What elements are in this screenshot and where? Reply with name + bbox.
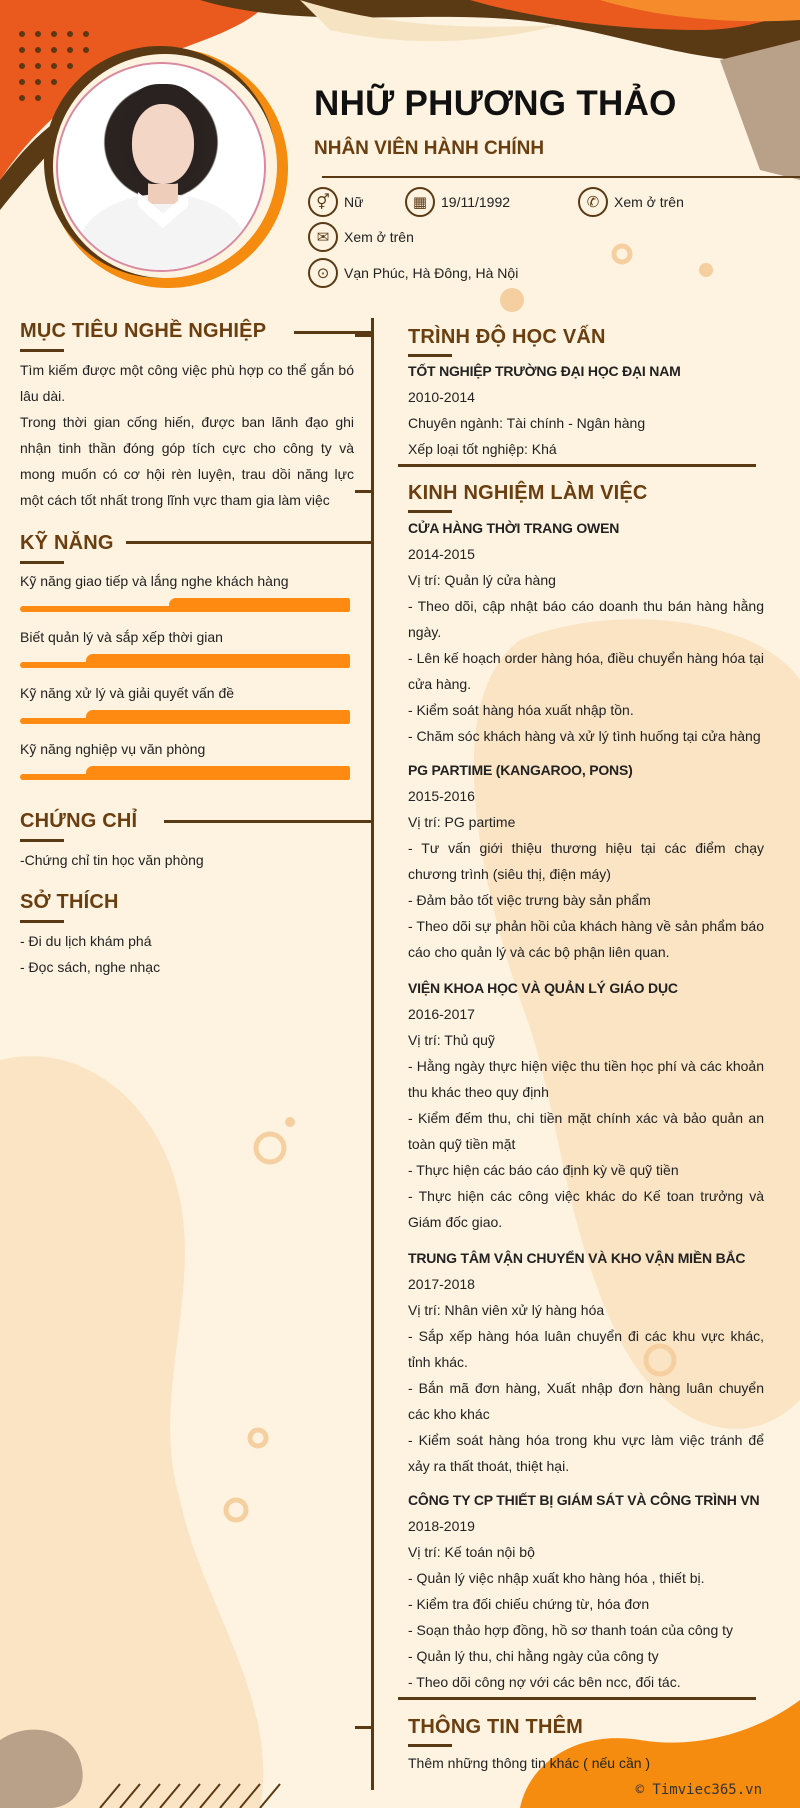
- skill-label: Biết quản lý và sắp xếp thời gian: [20, 629, 223, 645]
- hobby-item: - Đọc sách, nghe nhạc: [20, 959, 161, 975]
- candidate-name: NHỮ PHƯƠNG THẢO: [314, 84, 677, 123]
- heading-underline: [20, 839, 64, 842]
- education-grade: Xếp loại tốt nghiệp: Khá: [408, 441, 557, 457]
- job-duty: - Soạn thảo hợp đồng, hồ sơ thanh toán của công ty: [408, 1622, 734, 1638]
- job-company: CÔNG TY CP THIẾT BỊ GIÁM SÁT VÀ CÔNG TRÌNH VN: [408, 1492, 760, 1508]
- avatar: [56, 62, 266, 272]
- job-duty: - Kiểm soát hàng hóa xuất nhập tồn.: [408, 702, 634, 718]
- job-duty: - Kiểm soát hàng hóa trong khu vực làm việc tránh để xảy ra thất thoát, thiệt hại.: [408, 1432, 764, 1474]
- certificate-item: -Chứng chỉ tin học văn phòng: [20, 852, 204, 868]
- job-duty: - Kiểm đếm thu, chi tiền mặt chính xác và bảo quản an toàn quỹ tiền mặt: [408, 1110, 764, 1152]
- job-entry: [408, 975, 764, 1235]
- column-divider: [371, 318, 374, 1790]
- job-duty: - Sắp xếp hàng hóa luân chuyển đi các khu vực khác, tỉnh khác.: [408, 1328, 764, 1370]
- job-entry: [408, 1245, 764, 1479]
- skill-label: Kỹ năng nghiệp vụ văn phòng: [20, 741, 206, 757]
- skill-bar: [20, 654, 350, 668]
- school-name: TỐT NGHIỆP TRƯỜNG ĐẠI HỌC ĐẠI NAM: [408, 363, 681, 379]
- job-years: 2015-2016: [408, 788, 475, 804]
- experience-heading: KINH NGHIỆM LÀM VIỆC: [408, 482, 648, 504]
- education-major: Chuyên ngành: Tài chính - Ngân hàng: [408, 415, 646, 431]
- job-company: VIỆN KHOA HỌC VÀ QUẢN LÝ GIÁO DỤC: [408, 980, 678, 996]
- education-heading: TRÌNH ĐỘ HỌC VẤN: [408, 326, 606, 348]
- job-years: 2018-2019: [408, 1518, 475, 1534]
- hobby-item: - Đi du lịch khám phá: [20, 933, 152, 949]
- section-divider: [398, 464, 756, 467]
- job-duty: - Thực hiện các báo cáo định kỳ về quỹ tiền: [408, 1162, 679, 1178]
- objective-text-1: Tìm kiếm được một công việc phù hợp co thể gắn bó lâu dài.: [20, 362, 354, 404]
- job-years: 2014-2015: [408, 546, 475, 562]
- header-divider: [322, 176, 800, 178]
- phone-value: Xem ở trên: [614, 194, 684, 210]
- skill-label: Kỹ năng xử lý và giải quyết vấn đề: [20, 685, 235, 701]
- birthday-value: 19/11/1992: [441, 194, 511, 210]
- section-divider: [398, 1697, 756, 1700]
- job-duty: - Hằng ngày thực hiện việc thu tiền học phí và các khoản thu khác theo quy định: [408, 1058, 764, 1100]
- job-position: Vị trí: Quản lý cửa hàng: [408, 572, 556, 588]
- job-entry: [408, 1487, 764, 1695]
- job-duty: - Bắn mã đơn hàng, Xuất nhập đơn hàng luân chuyển các kho khác: [408, 1380, 764, 1422]
- watermark: © Timviec365.vn: [635, 1782, 762, 1798]
- job-duty: - Theo dõi sự phản hồi của khách hàng về sản phẩm báo cáo cho quản lý và các bộ phận liên quan.: [408, 918, 764, 960]
- mail-icon: ✉: [308, 222, 338, 252]
- heading-underline: [20, 561, 64, 564]
- certificates-heading: CHỨNG CHỈ: [20, 810, 138, 832]
- job-duty: - Tư vấn giới thiệu thương hiệu tại các điểm chạy chương trình (siêu thị, điện máy): [408, 840, 764, 882]
- job-duty: - Quản lý việc nhập xuất kho hàng hóa , thiết bị.: [408, 1570, 705, 1586]
- objective-heading: MỤC TIÊU NGHỀ NGHIỆP: [20, 320, 267, 342]
- job-duty: - Chăm sóc khách hàng và xử lý tình huống tại cửa hàng: [408, 728, 761, 744]
- more-info-heading: THÔNG TIN THÊM: [408, 1716, 584, 1738]
- job-duty: - Theo dõi công nợ với các bên ncc, đối tác.: [408, 1674, 681, 1690]
- education-years: 2010-2014: [408, 389, 475, 405]
- email-value: Xem ở trên: [344, 229, 414, 245]
- timeline-tick: [355, 490, 372, 493]
- heading-underline: [20, 920, 64, 923]
- email-info: [308, 222, 414, 252]
- phone-icon: ✆: [578, 187, 608, 217]
- skill-bar: [20, 766, 350, 780]
- job-duty: - Quản lý thu, chi hằng ngày của công ty: [408, 1648, 659, 1664]
- job-position: Vị trí: Thủ quỹ: [408, 1032, 495, 1048]
- address-value: Vạn Phúc, Hà Đông, Hà Nội: [344, 265, 519, 281]
- heading-underline: [408, 1744, 452, 1747]
- hobbies-heading: SỞ THÍCH: [20, 891, 119, 913]
- job-years: 2016-2017: [408, 1006, 475, 1022]
- skills-heading: KỸ NĂNG: [20, 532, 114, 554]
- job-years: 2017-2018: [408, 1276, 475, 1292]
- job-position: Vị trí: PG partime: [408, 814, 516, 830]
- birthday-info: [405, 187, 510, 217]
- education-entry: [408, 358, 764, 462]
- job-company: CỬA HÀNG THỜI TRANG OWEN: [408, 520, 620, 536]
- job-entry: [408, 757, 764, 965]
- job-position: Vị trí: Nhân viên xử lý hàng hóa: [408, 1302, 605, 1318]
- gender-icon: ⚥: [308, 187, 338, 217]
- timeline-tick: [355, 334, 372, 337]
- profile-photo: [46, 50, 286, 290]
- job-duty: - Đảm bảo tốt việc trưng bày sản phẩm: [408, 892, 651, 908]
- job-entry: [408, 515, 764, 749]
- skill-bar: [20, 710, 350, 724]
- job-title: NHÂN VIÊN HÀNH CHÍNH: [314, 138, 545, 159]
- job-duty: - Lên kế hoạch order hàng hóa, điều chuyển hàng hóa tại cửa hàng.: [408, 650, 764, 692]
- heading-underline: [408, 510, 452, 513]
- location-icon: ⊙: [308, 258, 338, 288]
- gender-info: [308, 187, 363, 217]
- more-info-text: Thêm những thông tin khác ( nếu cần ): [408, 1755, 651, 1771]
- skill-bar: [20, 598, 350, 612]
- job-company: TRUNG TÂM VẬN CHUYỂN VÀ KHO VẬN MIỀN BẮC: [408, 1250, 746, 1266]
- job-duty: - Kiểm tra đối chiếu chứng từ, hóa đơn: [408, 1596, 650, 1612]
- address-info: [308, 258, 518, 288]
- job-company: PG PARTIME (KANGAROO, PONS): [408, 762, 633, 778]
- heading-connector: [164, 820, 372, 823]
- job-duty: - Theo dõi, cập nhật báo cáo doanh thu bán hàng hằng ngày.: [408, 598, 764, 640]
- skill-label: Kỹ năng giao tiếp và lắng nghe khách hàng: [20, 573, 289, 589]
- job-position: Vị trí: Kế toán nội bộ: [408, 1544, 535, 1560]
- job-duty: - Thực hiện các công việc khác do Kế toan trưởng và Giám đốc giao.: [408, 1188, 764, 1230]
- timeline-tick: [355, 1726, 372, 1729]
- heading-connector: [126, 541, 372, 544]
- heading-underline: [408, 354, 452, 357]
- phone-info: [578, 187, 684, 217]
- heading-underline: [20, 349, 64, 352]
- calendar-icon: ▦: [405, 187, 435, 217]
- objective-text-2: Trong thời gian cống hiến, được ban lãnh đạo ghi nhận tinh thần đóng góp tích cực cho công ty và mong muốn có cơ hội rèn luyện, trau dồi năng lực một cách tốt nhất trong lĩnh vực tham gia làm việc: [20, 414, 354, 508]
- gender-value: Nữ: [344, 194, 364, 210]
